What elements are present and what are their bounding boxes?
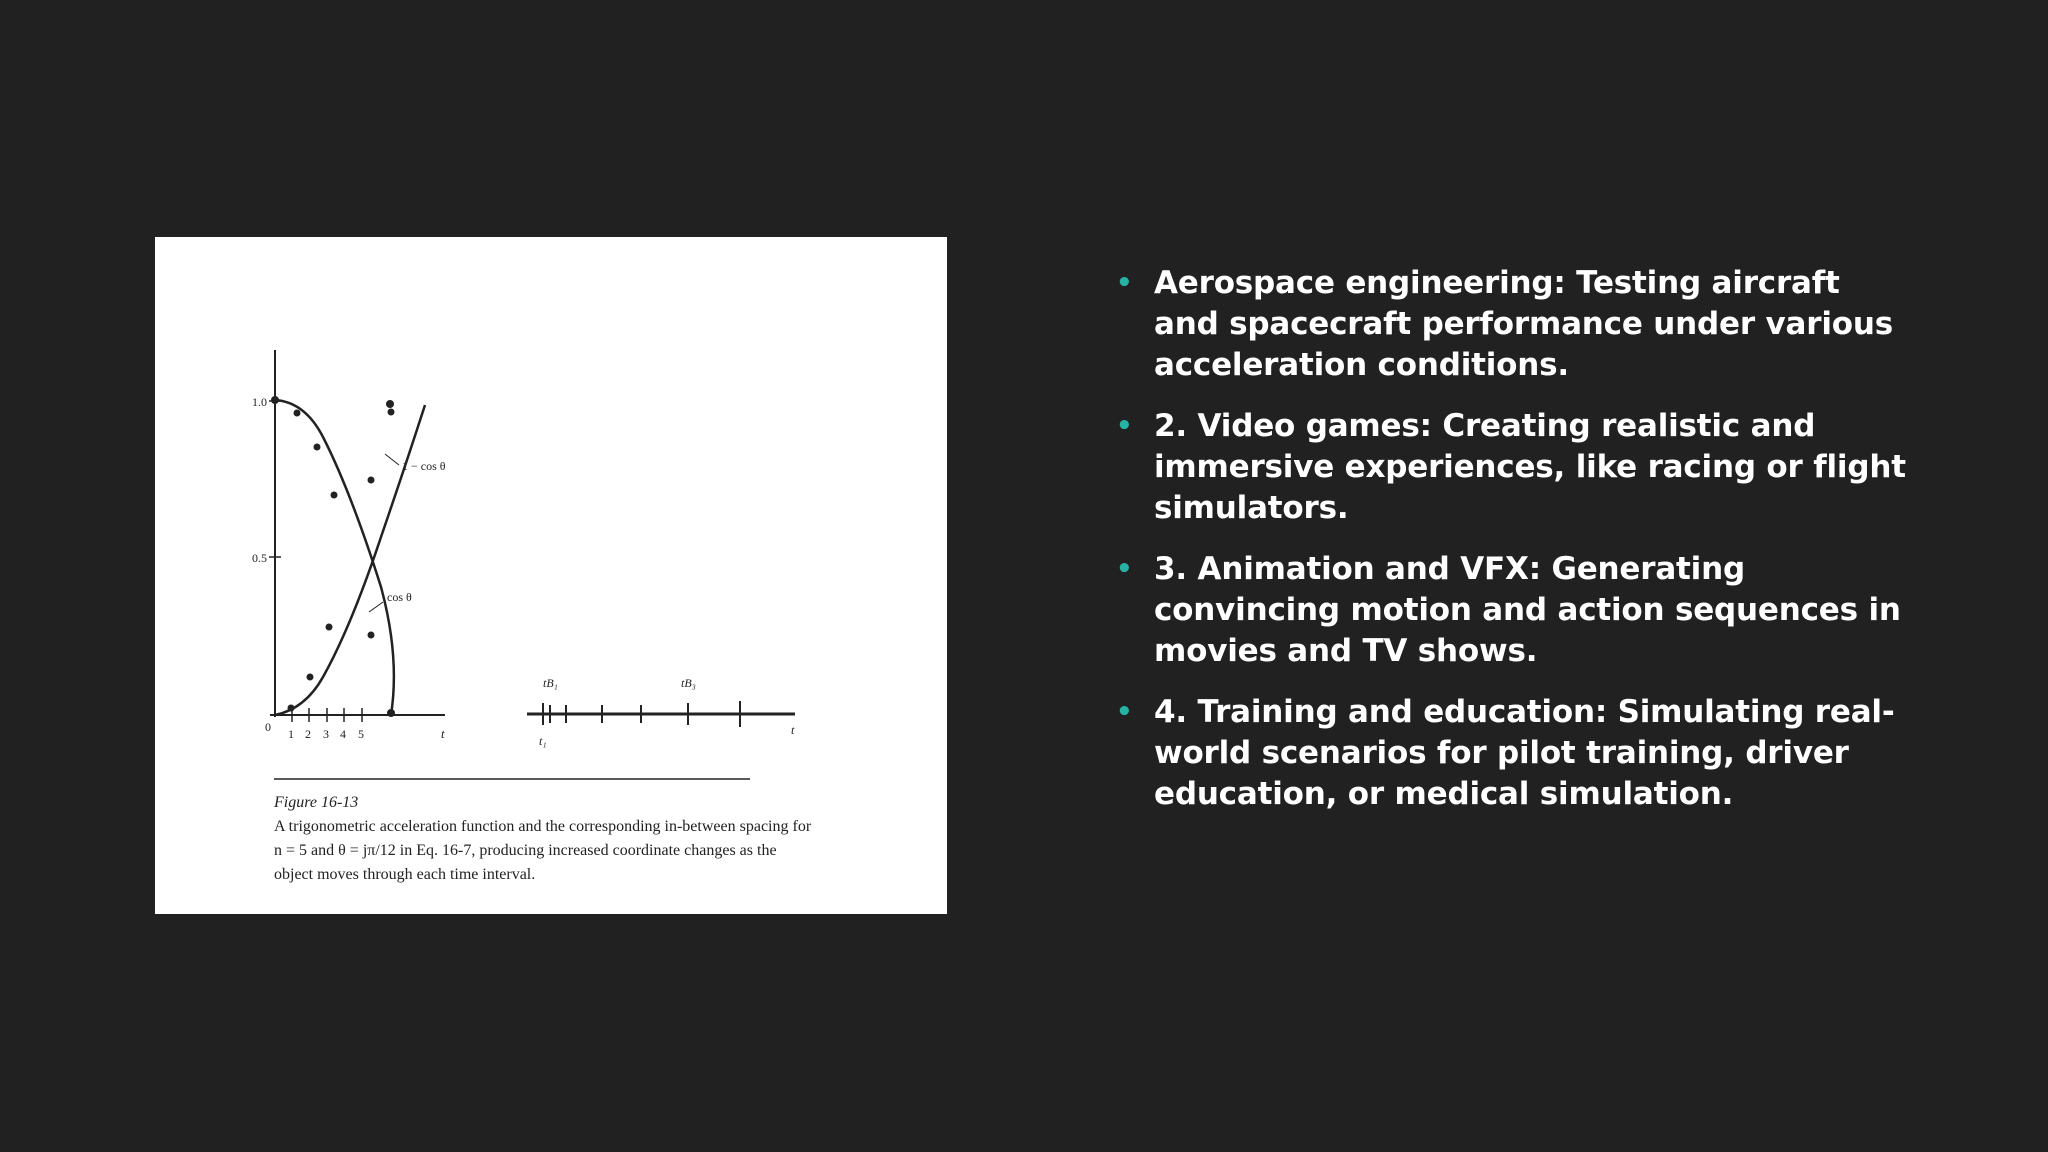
timeline-label: tB₃ (681, 676, 696, 690)
cos-curve (275, 400, 394, 715)
x-tick-label: 4 (340, 727, 346, 741)
one-minus-cos-point (386, 400, 394, 408)
figure-caption (274, 791, 814, 887)
bullet-item (1110, 263, 1910, 386)
bullet-list (1110, 263, 1910, 835)
bullet-text: 3. Animation and VFX: Generating convincing motion and action sequences in movies and TV shows. (1154, 551, 1901, 669)
curve-label-cos: cos θ (387, 590, 412, 604)
x-tick-label: 2 (305, 727, 311, 741)
timeline-label: t₁ (539, 734, 547, 748)
cos-point (294, 410, 301, 417)
bullet-item (1110, 406, 1910, 529)
one-minus-cos-point (307, 674, 314, 681)
one-minus-cos-point (368, 477, 375, 484)
bullet-icon: • (1116, 411, 1133, 441)
bullet-item (1110, 549, 1910, 672)
bullet-text: Aerospace engineering: Testing aircraft and spacecraft performance under various acceleration conditions. (1154, 265, 1893, 383)
timeline-label: tB₁ (543, 676, 558, 690)
origin-label: 0 (265, 720, 271, 734)
one-minus-cos-curve (275, 405, 425, 715)
bullet-text: 4. Training and education: Simulating real-world scenarios for pilot training, driver education, or medical simulation. (1154, 694, 1895, 812)
bullet-text: 2. Video games: Creating realistic and immersive experiences, like racing or flight simulators. (1154, 408, 1906, 526)
caption-text: A trigonometric acceleration function and the corresponding in-between spacing for n = 5 and θ = jπ/12 in Eq. 16-7, producing increased coordinate changes as the object moves through each time interval. (274, 818, 812, 883)
cos-point (368, 632, 375, 639)
bullet-icon: • (1116, 268, 1133, 298)
label-leader (369, 602, 383, 612)
y-tick-label: 0.5 (252, 551, 267, 565)
label-leader (385, 454, 399, 465)
caption-title: Figure 16-13 (274, 794, 359, 811)
cos-point (271, 396, 279, 404)
x-tick-label: 1 (288, 727, 294, 741)
bullet-item (1110, 692, 1910, 815)
y-tick-label: 1.0 (252, 395, 267, 409)
cos-point (314, 444, 321, 451)
cos-point (387, 709, 395, 717)
x-tick-label: 3 (323, 727, 329, 741)
one-minus-cos-point (326, 624, 333, 631)
one-minus-cos-point (288, 705, 295, 712)
x-axis-label: t (441, 726, 445, 741)
one-minus-cos-point (388, 409, 395, 416)
figure-image (155, 237, 947, 914)
timeline-label: t (791, 723, 795, 737)
cos-point (331, 492, 338, 499)
curve-label-one-minus-cos: 1 − cos θ (402, 459, 446, 473)
x-tick-label: 5 (358, 727, 364, 741)
bullet-icon: • (1116, 697, 1133, 727)
bullet-icon: • (1116, 554, 1133, 584)
